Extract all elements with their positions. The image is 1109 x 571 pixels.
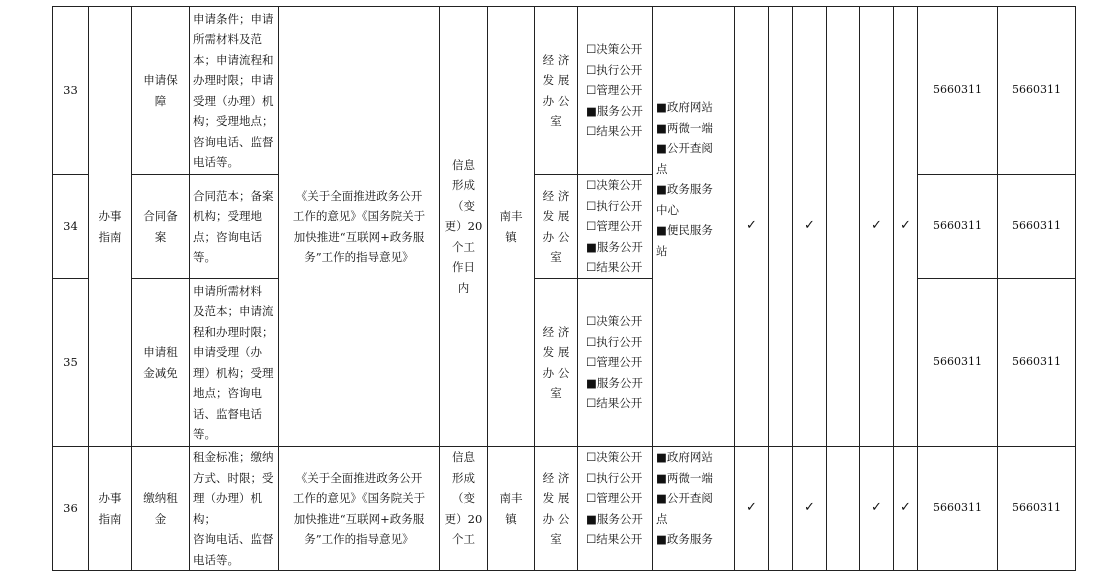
row-number: 36 (53, 447, 89, 571)
empty-cell (827, 447, 860, 571)
content-cell (190, 447, 279, 571)
dept-line: 室 (550, 114, 562, 128)
content-line: 及范本；申请流 (193, 304, 274, 318)
management-checkbox: ☐管理公开 (586, 219, 643, 234)
disclosure-table (52, 6, 1076, 571)
dept-line: 发 展 (542, 491, 570, 505)
item-line: 案 (154, 229, 167, 244)
execution-checkbox: ☐执行公开 (586, 334, 643, 349)
content-line: 咨询电话、监督 (193, 532, 274, 546)
check-cell: ✓ (894, 447, 918, 571)
content-line: 电话等。 (193, 552, 239, 567)
content-line: 方式、时限；受 (193, 470, 274, 485)
empty-cell (827, 7, 860, 447)
item-cell (132, 279, 190, 447)
subject-line: 镇 (505, 229, 517, 244)
item-cell (132, 7, 190, 175)
content-line: 电话等。 (193, 155, 239, 169)
phone-cell: 5660311 (918, 7, 998, 175)
time-line: 作日 (452, 260, 475, 275)
subject-line: 南丰 (499, 209, 523, 223)
check-cell: ✓ (894, 7, 918, 447)
basis-cell (279, 447, 440, 571)
check-cell: ✓ (735, 7, 769, 447)
channel-line: 点 (656, 511, 668, 526)
channel-line: ■政府网站 (656, 100, 713, 114)
disclosure-type-cell (578, 7, 653, 175)
content-line: 租金标准；缴纳 (193, 450, 274, 464)
disclosure-type-cell (578, 279, 653, 447)
item-line: 缴纳租 (143, 491, 178, 505)
time-line: （变 (452, 491, 475, 505)
time-line: （变 (452, 198, 475, 213)
category-line: 指南 (98, 229, 122, 244)
channel-line: 点 (656, 161, 668, 176)
time-limit-cell (440, 447, 488, 571)
basis-line: 工作的意见》《国务院关于 (292, 209, 426, 223)
basis-line: 务”工作的指导意见》 (304, 532, 414, 546)
management-checkbox: ☐管理公开 (586, 491, 643, 505)
time-line: 信息 (452, 157, 475, 172)
decision-checkbox: ☐决策公开 (586, 450, 643, 464)
dept-line: 经 济 (542, 470, 570, 485)
basis-line: 工作的意见》《国务院关于 (292, 491, 426, 505)
time-line: 形成 (452, 178, 475, 193)
content-line: 机构；受理地 (193, 209, 262, 223)
item-line: 金 (154, 511, 167, 526)
phone-cell: 5660311 (918, 447, 998, 571)
content-line: 点；咨询电话 (193, 229, 262, 244)
dept-line: 经 济 (542, 188, 570, 203)
category-line: 办事 (98, 491, 122, 505)
phone-cell: 5660311 (998, 7, 1076, 175)
basis-line: 加快推进“互联网+政务服 (293, 229, 425, 244)
content-line: 申请条件；申请 (193, 11, 274, 26)
content-line: 等。 (193, 427, 216, 441)
channel-line: ■两微一端 (656, 120, 713, 135)
time-limit-cell (440, 7, 488, 447)
content-line: 地点；咨询电 (193, 386, 262, 400)
content-cell (190, 7, 279, 175)
content-line: 合同范本；备案 (193, 188, 274, 203)
basis-line: 《关于全面推进政务公开 (295, 188, 423, 203)
content-cell (190, 279, 279, 447)
service-checkbox: ■服务公开 (586, 375, 643, 390)
dept-line: 办 公 (542, 511, 570, 526)
item-cell (132, 447, 190, 571)
row-number: 33 (53, 7, 89, 175)
basis-cell (279, 7, 440, 447)
empty-cell (769, 7, 793, 447)
check-cell: ✓ (860, 7, 894, 447)
department-cell (535, 7, 578, 175)
content-line: 理（办理）机构； (193, 491, 262, 526)
dept-line: 发 展 (542, 209, 570, 223)
decision-checkbox: ☐决策公开 (586, 314, 643, 329)
dept-line: 室 (550, 250, 562, 264)
check-cell: ✓ (793, 447, 827, 571)
content-line: 本；申请流程和 (193, 52, 274, 67)
content-cell (190, 175, 279, 279)
phone-cell: 5660311 (998, 447, 1076, 571)
row-number: 34 (53, 175, 89, 279)
subject-cell (488, 447, 535, 571)
decision-checkbox: ☐决策公开 (586, 42, 643, 57)
dept-line: 发 展 (542, 73, 570, 87)
phone-cell: 5660311 (998, 279, 1076, 447)
result-checkbox: ☐结果公开 (586, 396, 643, 411)
item-cell (132, 175, 190, 279)
item-line: 金减免 (143, 365, 178, 380)
subject-cell (488, 7, 535, 447)
channel-line: ■公开查阅 (656, 491, 713, 505)
phone-cell: 5660311 (918, 175, 998, 279)
time-line: 个工 (452, 239, 475, 254)
content-line: 咨询电话、监督 (193, 134, 274, 149)
content-line: 申请所需材料 (193, 283, 262, 298)
check-cell: ✓ (735, 447, 769, 571)
table-row (53, 279, 1076, 447)
time-line: 更）20 (444, 511, 483, 526)
disclosure-type-cell (578, 447, 653, 571)
dept-line: 办 公 (542, 365, 570, 380)
dept-line: 发 展 (542, 345, 570, 359)
basis-line: 《关于全面推进政务公开 (295, 470, 423, 485)
channel-line: 站 (656, 243, 668, 258)
channel-line: 中心 (656, 202, 679, 217)
management-checkbox: ☐管理公开 (586, 355, 643, 370)
table-row (53, 175, 1076, 279)
service-checkbox: ■服务公开 (586, 103, 643, 118)
table-row (53, 7, 1076, 175)
department-cell (535, 175, 578, 279)
dept-line: 经 济 (542, 52, 570, 67)
check-cell: ✓ (793, 7, 827, 447)
service-checkbox: ■服务公开 (586, 511, 643, 526)
row-number: 35 (53, 279, 89, 447)
execution-checkbox: ☐执行公开 (586, 198, 643, 213)
empty-cell (769, 447, 793, 571)
basis-line: 加快推进“互联网+政务服 (293, 511, 425, 526)
department-cell (535, 279, 578, 447)
channels-cell (653, 447, 735, 571)
content-line: 受理（办理）机 (193, 93, 274, 108)
channel-line: ■公开查阅 (656, 141, 713, 155)
dept-line: 经 济 (542, 324, 570, 339)
table-row (53, 447, 1076, 571)
channel-line: ■便民服务 (656, 223, 713, 237)
content-line: 话、监督电话 (193, 406, 262, 421)
service-checkbox: ■服务公开 (586, 239, 643, 254)
result-checkbox: ☐结果公开 (586, 124, 643, 139)
decision-checkbox: ☐决策公开 (586, 178, 643, 193)
check-cell: ✓ (860, 447, 894, 571)
department-cell (535, 447, 578, 571)
channel-line: ■两微一端 (656, 470, 713, 485)
time-line: 内 (457, 280, 470, 295)
time-line: 更）20 (444, 219, 483, 234)
result-checkbox: ☐结果公开 (586, 260, 643, 275)
content-line: 程和办理时限； (193, 324, 274, 339)
content-line: 理）机构；受理 (193, 365, 274, 380)
subject-line: 南丰 (499, 491, 523, 505)
time-line: 信息 (452, 450, 475, 464)
result-checkbox: ☐结果公开 (586, 532, 643, 546)
content-line: 申请受理（办 (193, 345, 262, 359)
category-cell (89, 7, 132, 447)
basis-line: 务”工作的指导意见》 (304, 250, 414, 264)
subject-line: 镇 (505, 511, 517, 526)
dept-line: 办 公 (542, 229, 570, 244)
disclosure-type-cell (578, 175, 653, 279)
channels-cell (653, 7, 735, 447)
item-line: 申请保 (143, 73, 178, 87)
content-line: 等。 (193, 250, 216, 264)
channel-line: ■政府网站 (656, 450, 713, 464)
content-line: 所需材料及范 (193, 32, 262, 46)
phone-cell: 5660311 (918, 279, 998, 447)
channel-line: ■政务服务 (656, 182, 713, 196)
execution-checkbox: ☐执行公开 (586, 470, 643, 485)
dept-line: 室 (550, 386, 562, 400)
content-line: 办理时限；申请 (193, 73, 274, 87)
dept-line: 室 (550, 532, 562, 546)
time-line: 形成 (452, 470, 475, 485)
execution-checkbox: ☐执行公开 (586, 62, 643, 77)
category-cell (89, 447, 132, 571)
content-line: 构；受理地点； (193, 114, 274, 128)
phone-cell: 5660311 (998, 175, 1076, 279)
item-line: 合同备 (143, 209, 178, 223)
channel-line: ■政务服务 (656, 532, 713, 546)
item-line: 申请租 (143, 345, 178, 359)
category-line: 指南 (98, 511, 122, 526)
category-line: 办事 (98, 209, 122, 223)
management-checkbox: ☐管理公开 (586, 83, 643, 98)
dept-line: 办 公 (542, 93, 570, 108)
time-line: 个工 (452, 532, 475, 546)
item-line: 障 (154, 93, 167, 108)
